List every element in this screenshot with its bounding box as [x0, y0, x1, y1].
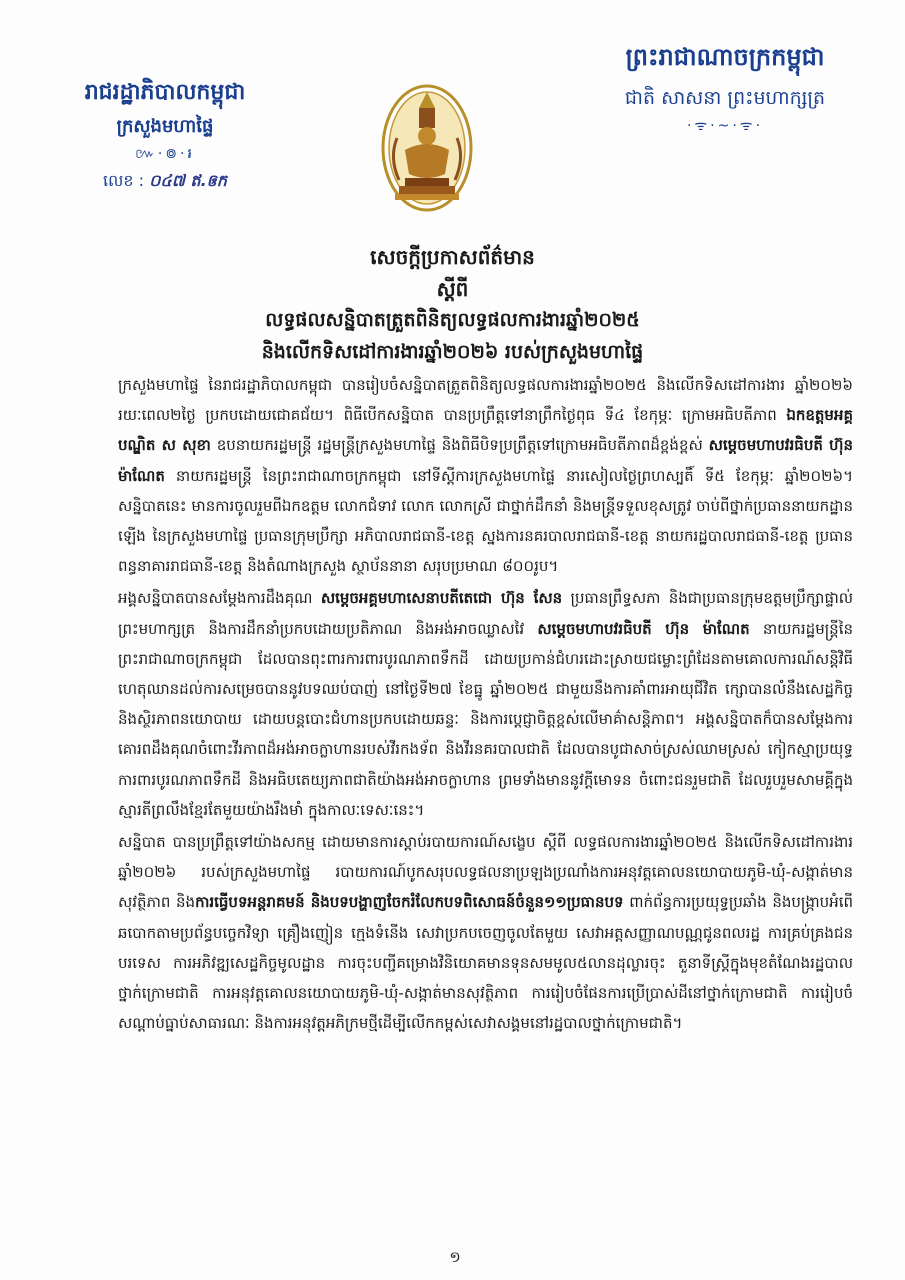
- paragraph: [118, 583, 853, 825]
- paragraph-bold: សម្តេចមហាបវរធិបតី ហ៊ុន ម៉ាណែត: [537, 619, 750, 638]
- ministry-header: [70, 78, 260, 192]
- document-title: [60, 240, 845, 368]
- national-motto: ជាតិ សាសនា ព្រះមហាក្សត្រ: [624, 87, 826, 109]
- paragraph-text: ប្រធានព្រឹទ្ធសភា និងជាប្រធានក្រុមឧត្តមប្រឹក្សាផ្ទាល់ព្រះមហាក្សត្រ និងការដឹកនាំប្រកបដោយប្រតិភាណ និងអង់អាចឈ្លាសវៃ: [118, 589, 854, 638]
- paragraph-text: សន្និបាត បានប្រព្រឹត្តទៅយ៉ាងសកម្ម ដោយមានការស្តាប់របាយការណ៍សង្ខេប ស្តីពី លទ្ធផលការងារឆ្នាំ២០២៥ និងលើកទិសដៅការងារឆ្នាំ២០២៦ របស់ក្រសួងមហាផ្ទៃ របាយការណ៍បូកសរុបលទ្ធផលនាប្រឡងប្រណាំងការអនុវត្តគោលនយោបាយភូមិ-ឃុំ-សង្កាត់មានសុវត្ថិភាព និង: [118, 833, 853, 912]
- title-line-1: សេចក្តីប្រកាសព័ត៌មាន: [370, 245, 535, 269]
- reference-number: [70, 170, 260, 192]
- paragraph-text: ឧបនាយករដ្ឋមន្ត្រី រដ្ឋមន្ត្រីក្រសួងមហាផ្ទៃ និងពិធីបិទប្រព្រឹត្តទៅក្រោមអធិបតីភាពដ៏ខ្ពង់ខ្ពស់: [210, 436, 709, 455]
- paragraph-text: អង្គសន្និបាតបានសម្តែងការដឹងគុណ: [118, 589, 321, 608]
- paragraph-bold: ឯកឧត្តមអគ្គបណ្ឌិត ស សុខា: [118, 406, 853, 455]
- government-name: រាជរដ្ឋាភិបាលកម្ពុជា: [84, 80, 246, 105]
- paragraph-text: នាយករដ្ឋមន្ត្រី នៃព្រះរាជាណាចក្រកម្ពុជា នៅទីស្តីការក្រសួងមហាផ្ទៃ នារសៀលថ្ងៃព្រហស្បតិ៍ ទី៥ ខែកុម្ភៈ ឆ្នាំ២០២៦។ សន្និបាតនេះ មានការចូលរួមពីឯកឧត្តម លោកជំទាវ លោក លោកស្រី ជាថ្នាក់ដឹកនាំ និងមន្ត្រីទទួលខុសត្រូវ ចាប់ពីថ្នាក់ប្រធាននាយកដ្ឋានឡើង នៃក្រសួងមហាផ្ទៃ ប្រធានក្រុមប្រឹក្សា អភិបាលរាជធានី-ខេត្ត ស្នងការនគរបាលរាជធានី-ខេត្ត នាយករដ្ឋបាលរាជធានី-ខេត្ត ប្រធានពន្ធនាគាររាជធានី-ខេត្ត និងតំណាងក្រសួង ស្ថាប័ននានា សរុបប្រមាណ ៨០០រូប។: [118, 466, 853, 576]
- paragraph-text: ពាក់ព័ន្ធការប្រយុទ្ធប្រឆាំង និងបង្ក្រាបអំពើឆបោកតាមប្រព័ន្ធបច្ចេកវិទ្យា គ្រឿងញៀន ក្មេងទំនើង សេវាប្រកបចេញចូលតែមួយ សេវាអត្តសញ្ញាណបណ្ណជូនពលរដ្ឋ ការគ្រប់គ្រងជនបរទេស ការអភិវឌ្ឍសេដ្ឋកិច្ចមូលដ្ឋាន ការចុះបញ្ជីគម្រោងវិនិយោគមានទុនសមមូល៥លានដុល្លារចុះ តួនាទីស្ត្រីក្នុងមុខតំណែងរដ្ឋបាលថ្នាក់ក្រោមជាតិ ការអនុវត្តគោលនយោបាយភូមិ-ឃុំ-សង្កាត់មានសុវត្ថិភាព ការរៀបចំផែនការប្រើប្រាស់ដីនៅថ្នាក់ក្រោមជាតិ ការរៀបចំសណ្តាប់ធ្នាប់សាធារណៈ និងការអនុវត្តអភិក្រមថ្មីដើម្បីលើកកម្ពស់សេវាសង្គមនៅរដ្ឋបាលថ្នាក់ក្រោមជាតិ។: [118, 893, 854, 1033]
- paragraph-text: នាយករដ្ឋមន្ត្រីនៃព្រះរាជាណាចក្រកម្ពុជា ដែលបានពុះពារការពារបូរណភាពទឹកដី ដោយប្រកាន់ជំហរដោះស្រាយជម្លោះព្រំដែនតាមគោលការណ៍សន្តិវិធី ហេតុឈានដល់ការសម្រេចបាននូវបទឈប់បាញ់ នៅថ្ងៃទី២៧ ខែធ្នូ ឆ្នាំ២០២៥ ជាមួយនឹងការគាំពារអាយុជីវិត ក្សោបានលំនឹងសេដ្ឋកិច្ច និងស្ថិរភាពនយោបាយ ដោយបន្តបោះជំហានប្រកបដោយឆន្ទៈ និងការប្តេជ្ញាចិត្តខ្ពស់លើមាគ៌ាសន្តិភាព។ អង្គសន្និបាតក៏បានសម្តែងការគោរពដឹងគុណចំពោះវីរភាពដ៏អង់អាចក្លាហានរបស់វីរកងទ័ព និងវីរនគរបាលជាតិ ដែលបានបូជាសាច់ស្រស់ឈាមស្រស់ កៀកស្មាប្រយុទ្ធការពារបូរណភាពទឹកដី និងអធិបតេយ្យភាពជាតិយ៉ាងអង់អាចក្លាហាន ព្រមទាំងមាននូវក្តីមោទន ចំពោះជនរួមជាតិ ដែលរួបរួមសាមគ្គីក្នុងស្មារតីព្រលឹងខ្មែរតែមួយយ៉ាងរឹងមាំ ក្នុងកាលៈទេសៈនេះ។: [118, 619, 853, 819]
- paragraph: [118, 370, 853, 581]
- paragraph-bold: សម្តេចមហាបវរធិបតី ហ៊ុន ម៉ាណែត: [118, 436, 853, 485]
- title-line-3: លទ្ធផលសន្និបាតត្រួតពិនិត្យលទ្ធផលការងារឆ្នាំ២០២៥: [265, 309, 640, 331]
- title-line-4: និងលើកទិសដៅការងារឆ្នាំ២០២៦ របស់ក្រសួងមហាផ្ទៃ: [261, 341, 644, 363]
- ministry-emblem-icon: [375, 78, 480, 218]
- paragraph: [118, 827, 853, 1038]
- ref-label: លេខ :: [103, 171, 150, 190]
- title-line-2: ស្តីពី: [436, 277, 469, 301]
- ministry-name: ក្រសួងមហាផ្ទៃ: [116, 116, 214, 137]
- header-flourish: ៚·៙·៛: [135, 146, 195, 162]
- paragraph-bold: សម្តេចអគ្គមហាសេនាបតីតេជោ ហ៊ុន សែន: [320, 589, 563, 608]
- document-body: [118, 370, 853, 1040]
- page-number: ១: [449, 1248, 461, 1266]
- motto-flourish: ·ᯤ·~·ᯤ·: [686, 118, 764, 134]
- ref-value: ០៤៧ ឥ.ឲក: [149, 171, 227, 190]
- paragraph-bold: ការធ្វើបទអន្តរាគមន៍ និងបទបង្ហាញចែករំលែកបទពិសោធន៍ចំនួន១១ប្រធានបទ: [195, 893, 624, 912]
- kingdom-header: [580, 40, 870, 135]
- paragraph-text: ក្រសួងមហាផ្ទៃ នៃរាជរដ្ឋាភិបាលកម្ពុជា បានរៀបចំសន្និបាតត្រួតពិនិត្យលទ្ធផលការងារឆ្នាំ២០២៥ និងលើកទិសដៅការងារ ឆ្នាំ២០២៦ រយៈពេល២ថ្ងៃ ប្រកបដោយជោគជ័យ។ ពិធីបើកសន្និបាត បានប្រព្រឹត្តទៅនាព្រឹកថ្ងៃពុធ ទី៤ ខែកុម្ភៈ ក្រោមអធិបតីភាព: [118, 376, 853, 425]
- kingdom-name: ព្រះរាជាណាចក្រកម្ពុជា: [625, 43, 825, 71]
